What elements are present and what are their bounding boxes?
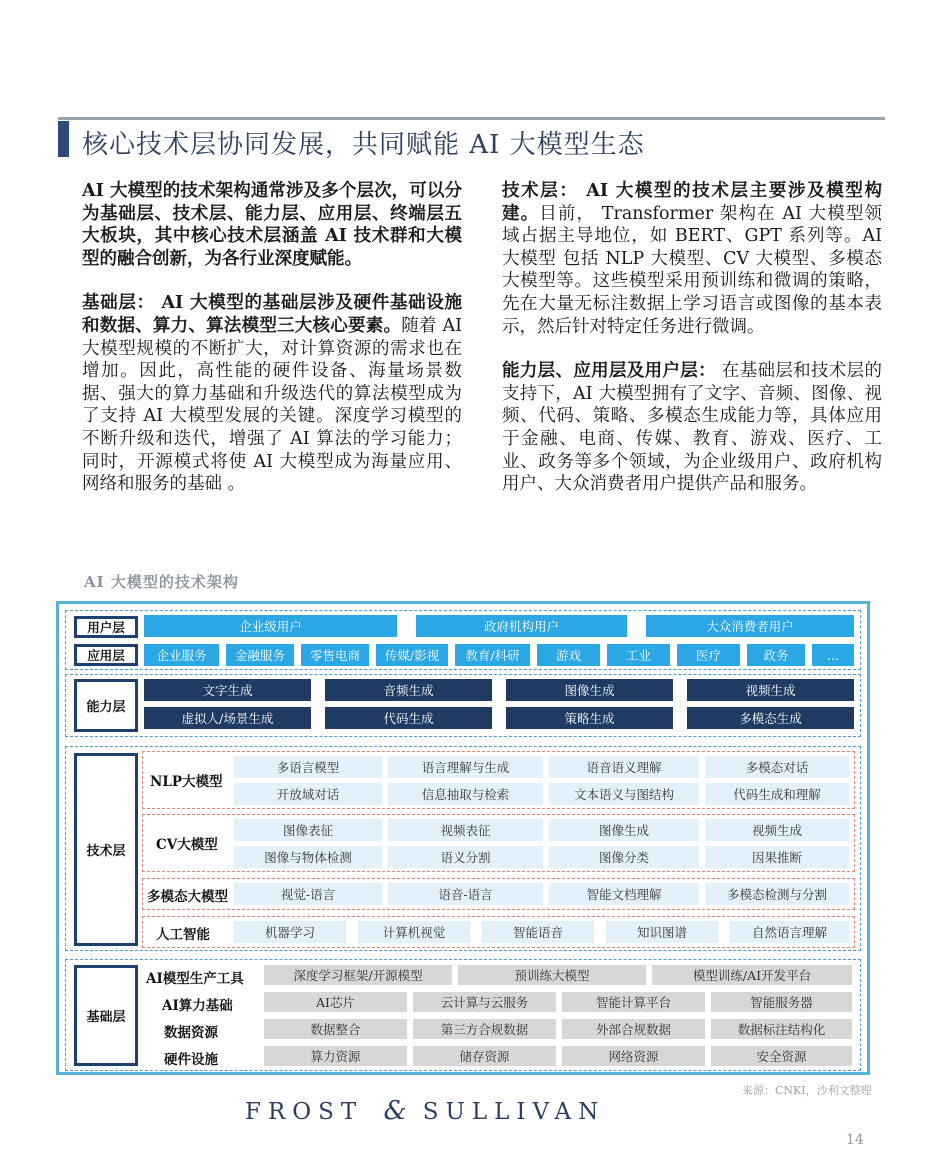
source-note: 来源：CNKI，沙利文整理	[742, 1084, 872, 1097]
cv-group-label: CV大模型	[156, 837, 218, 853]
base-cell: 智能服务器	[711, 992, 852, 1012]
app-paragraph	[502, 360, 882, 496]
tech-cell: 知识图谱	[606, 921, 718, 943]
capability-cell: 图像生成	[506, 679, 673, 701]
tech-cell: 图像与物体检测	[234, 846, 382, 868]
multimodal-group-label: 多模态大模型	[147, 889, 228, 905]
base-row-label: 硬件设施	[164, 1052, 218, 1068]
base-cell: 深度学习框架/开源模型	[264, 965, 452, 985]
app-cell: 零售电商	[301, 644, 369, 666]
tech-cell: 视觉-语言	[234, 883, 382, 905]
intro-text: AI 大模型的技术架构通常涉及多个层次，可以分为基础层、技术层、能力层、应用层、终端层五大板块，其中核心技术层涵盖 AI 技术群和大模型的融合创新，为各行业深度赋能。	[82, 181, 462, 269]
tech-cell: 语义分割	[388, 846, 543, 868]
base-cell: 网络资源	[562, 1046, 705, 1066]
logo-ampersand: &	[383, 1096, 407, 1126]
capability-cell: 虚拟人/场景生成	[144, 707, 311, 729]
user-cell: 大众消费者用户	[646, 615, 854, 637]
app-cell: 教育/科研	[455, 644, 530, 666]
user-cell: 政府机构用户	[416, 615, 627, 637]
app-cell: 金融服务	[226, 644, 294, 666]
header-rule	[58, 117, 885, 120]
tech-lead: 技术层： AI 大模型的技术层主要涉及模型构建。	[502, 181, 882, 224]
tech-cell: 语音-语言	[388, 883, 543, 905]
tech-cell: 开放域对话	[234, 783, 382, 805]
base-cell: 储存资源	[413, 1046, 556, 1066]
right-column	[502, 180, 882, 518]
app-layer-label: 应用层	[74, 644, 138, 666]
app-body: 在基础层和技术层的支持下，AI 大模型拥有了文字、音频、图像、视频、代码、策略、多模态生成能力等，具体应用于金融、电商、传媒、教育、游戏、医疗、工业、政务等多个领域，为企业级用户、政府机构用户、大众消费者用户提供产品和服务。	[502, 361, 883, 495]
base-cell: 数据标注结构化	[711, 1019, 852, 1039]
tech-cell: 多模态检测与分割	[705, 883, 849, 905]
base-cell: 安全资源	[711, 1046, 852, 1066]
tech-cell: 视频生成	[705, 819, 849, 841]
app-cell: 政务	[747, 644, 805, 666]
ai-group-label: 人工智能	[156, 927, 210, 943]
app-cell: 企业服务	[144, 644, 219, 666]
base-cell: 第三方合规数据	[413, 1019, 556, 1039]
tech-cell: 图像生成	[549, 819, 699, 841]
app-lead: 能力层、应用层及用户层：	[502, 361, 716, 382]
app-cell: 工业	[607, 644, 670, 666]
capability-cell: 代码生成	[325, 707, 492, 729]
base-body: 随着 AI 大模型规模的不断扩大，对计算资源的需求也在增加。因此，高性能的硬件设备、海量场景数据、强大的算力基础和升级迭代的算法模型成为了支持 AI 大模型发展的关键。深度学习模型的不断升级和迭代，增强了 AI 算法的学习能力；同时，开源模式将使 AI 大模型成为海量应用、网络和服务的基础 。	[82, 315, 462, 495]
intro-paragraph	[82, 180, 462, 270]
user-cell: 企业级用户	[144, 615, 397, 637]
logo-word-right: SULLIVAN	[422, 1099, 606, 1125]
page-number: 14	[846, 1132, 864, 1148]
base-band	[65, 959, 861, 1071]
capability-layer-label: 能力层	[74, 679, 138, 732]
base-row-label: AI模型生产工具	[146, 971, 244, 987]
nlp-group-label: NLP大模型	[150, 774, 223, 790]
base-row-label: 数据资源	[164, 1025, 218, 1041]
tech-cell: 语音语义理解	[549, 756, 699, 778]
tech-cell: 机器学习	[234, 921, 346, 943]
capability-cell: 策略生成	[506, 707, 673, 729]
tech-cell: 视频表征	[388, 819, 543, 841]
tech-band	[65, 746, 861, 951]
base-paragraph	[82, 292, 462, 495]
tech-paragraph	[502, 180, 882, 338]
tech-cell: 文本语义与图结构	[549, 783, 699, 805]
app-cell: 游戏	[537, 644, 600, 666]
tech-body: 目前， Transformer 架构在 AI 大模型领域占据主导地位，如 BERT、GPT 系列等。AI 大模型 包括 NLP 大模型、CV 大模型、多模态大模型等。这些模型采用预训练和微调的策略，先在大量无标注数据上学习语言或图像的基本表示，然后针对特定任务进行微调。	[502, 203, 883, 337]
logo-word-left: FROST	[245, 1099, 364, 1125]
capability-cell: 音频生成	[325, 679, 492, 701]
user-layer-label: 用户层	[74, 616, 138, 638]
tech-cell: 代码生成和理解	[705, 783, 849, 805]
tech-layer-label: 技术层	[74, 753, 138, 946]
tech-cell: 语言理解与生成	[388, 756, 543, 778]
architecture-diagram	[56, 601, 870, 1075]
tech-cell: 智能文档理解	[549, 883, 699, 905]
frost-sullivan-logo	[245, 1096, 605, 1126]
tech-cell: 信息抽取与检索	[388, 783, 543, 805]
base-cell: 算力资源	[264, 1046, 407, 1066]
left-column	[82, 180, 462, 518]
app-cell: 医疗	[677, 644, 740, 666]
user-app-band	[65, 610, 861, 670]
tech-cell: 自然语言理解	[730, 921, 849, 943]
base-cell: 预训练大模型	[458, 965, 646, 985]
page-title: 核心技术层协同发展，共同赋能 AI 大模型生态	[82, 130, 645, 160]
header-accent-bar	[58, 121, 69, 157]
tech-cell: 多语言模型	[234, 756, 382, 778]
tech-cell: 图像分类	[549, 846, 699, 868]
capability-band	[65, 674, 861, 737]
tech-cell: 多模态对话	[705, 756, 849, 778]
base-cell: AI芯片	[264, 992, 407, 1012]
capability-cell: 多模态生成	[687, 707, 854, 729]
base-cell: 外部合规数据	[562, 1019, 705, 1039]
base-lead: 基础层： AI 大模型的基础层涉及硬件基础设施和数据、算力、算法模型三大核心要素。	[82, 293, 462, 336]
figure-caption: AI 大模型的技术架构	[84, 573, 239, 591]
app-cell: ...	[812, 644, 854, 666]
tech-cell: 图像表征	[234, 819, 382, 841]
base-cell: 数据整合	[264, 1019, 407, 1039]
tech-cell: 计算机视觉	[358, 921, 470, 943]
tech-cell: 智能语音	[482, 921, 594, 943]
base-cell: 智能计算平台	[562, 992, 705, 1012]
base-layer-label: 基础层	[74, 965, 138, 1066]
capability-cell: 文字生成	[144, 679, 311, 701]
base-row-label: AI算力基础	[162, 998, 233, 1014]
capability-cell: 视频生成	[687, 679, 854, 701]
app-cell: 传媒/影视	[376, 644, 448, 666]
base-cell: 云计算与云服务	[413, 992, 556, 1012]
tech-cell: 因果推断	[705, 846, 849, 868]
base-cell: 模型训练/AI开发平台	[652, 965, 852, 985]
